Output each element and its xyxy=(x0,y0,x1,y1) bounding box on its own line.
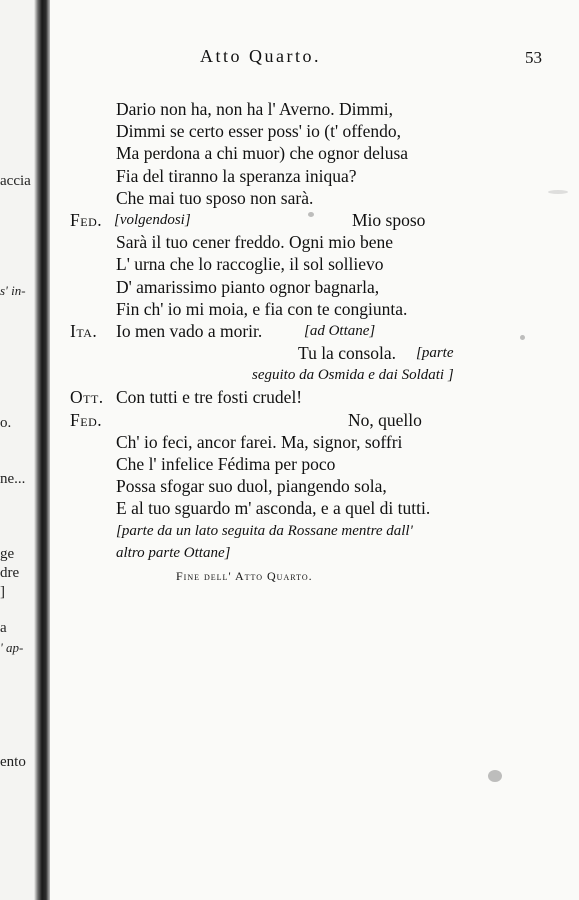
verse-line: Ma perdona a chi muor) che ognor delusa xyxy=(116,143,409,164)
margin-fragment: ne... xyxy=(0,471,26,487)
stage-direction: seguito da Osmida e dai Soldati ] xyxy=(252,367,454,384)
verse-line xyxy=(70,409,500,431)
verse-line xyxy=(70,542,500,564)
verse-line: Possa sfogar suo duol, piangendo sola, xyxy=(116,476,387,497)
margin-fragment: s' in- xyxy=(0,283,26,298)
verse-line xyxy=(70,364,500,386)
margin-fragment: ] xyxy=(0,584,5,600)
verse-line xyxy=(70,209,500,231)
verse-line: D' amarissimo pianto ognor bagnarla, xyxy=(116,276,380,297)
speaker-name: Fed. xyxy=(70,209,103,230)
verse-line: Ott. Con tutti e tre fosti crudel! xyxy=(70,387,303,408)
verse-fragment: No, quello xyxy=(348,409,422,430)
running-title: Atto Quarto. xyxy=(200,46,321,66)
margin-fragment: ge xyxy=(0,546,15,562)
verse-line: Ch' io feci, ancor farei. Ma, signor, soffri xyxy=(116,431,403,452)
verse-fragment: Tu la consola. xyxy=(298,343,397,364)
verse-text xyxy=(70,98,500,564)
stage-direction: altro parte Ottane] xyxy=(116,544,231,561)
speaker-name: Ott. xyxy=(70,387,104,408)
paper-speck xyxy=(488,770,502,782)
verse-line: Ita. Io men vado a morir. [ad Ottane] xyxy=(70,320,376,341)
verse-line: Che mai tuo sposo non sarà. xyxy=(116,187,314,208)
verse-line: Fia del tiranno la speranza iniqua? xyxy=(116,165,357,186)
margin-fragment: ento xyxy=(0,754,26,770)
page-header xyxy=(200,46,560,74)
stage-direction: [volgendosi] xyxy=(114,211,191,228)
stage-direction: [ad Ottane] xyxy=(304,322,376,339)
verse-line: Dario non ha, non ha l' Averno. Dimmi, xyxy=(116,99,393,119)
stage-direction: [parte da un lato seguita da Rossane mentre dall' xyxy=(116,522,413,539)
verse-fragment: Mio sposo xyxy=(352,209,426,230)
margin-fragment: dre xyxy=(0,565,20,581)
paper-speck xyxy=(308,212,314,217)
verse-line: Sarà il tuo cener freddo. Ogni mio bene xyxy=(116,232,393,253)
speaker-name: Fed. xyxy=(70,409,103,430)
verse-line: Dimmi se certo esser poss' io (t' offendo, xyxy=(116,121,401,142)
paper-speck xyxy=(520,335,525,340)
page-number: 53 xyxy=(525,48,542,67)
margin-fragment: a xyxy=(0,620,7,636)
margin-fragment: ' ap- xyxy=(0,640,24,655)
margin-fragment: accia xyxy=(0,173,31,189)
verse-line: E al tuo sguardo m' asconda, e a quel di tutti. xyxy=(116,498,431,519)
stage-direction: [parte xyxy=(416,345,454,362)
speaker-name: Ita. xyxy=(70,320,98,341)
verse-line: Fin ch' io mi moia, e fia con te congiunta. xyxy=(116,298,408,319)
verse-line xyxy=(70,520,500,542)
verse-line xyxy=(70,342,500,364)
act-end-title: Fine dell' Atto Quarto. xyxy=(176,569,313,583)
verse-line: Che l' infelice Fédima per poco xyxy=(116,454,336,474)
margin-fragment: o. xyxy=(0,415,12,431)
paper-speck xyxy=(548,190,568,194)
verse-line: L' urna che lo raccoglie, il sol sollievo xyxy=(116,254,384,275)
